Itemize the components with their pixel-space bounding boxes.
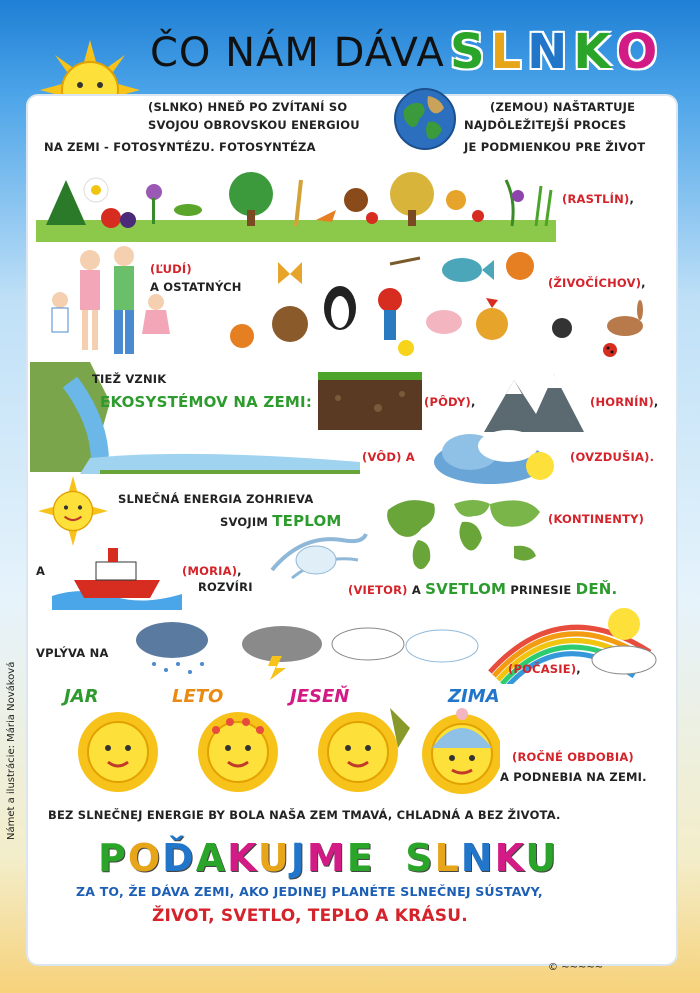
mountains-illustration — [484, 370, 584, 432]
soil-illustration — [318, 372, 422, 430]
thanks-letter: J — [290, 836, 307, 880]
thanks-letter: S — [405, 836, 435, 880]
thanks-letter: A — [195, 836, 228, 880]
thanks-letter: O — [127, 836, 163, 880]
intro-line-3a: NA ZEMI - FOTOSYNTÉZU. FOTOSYNTÉZA — [44, 140, 316, 154]
season-label-2: JESEŇ — [290, 686, 350, 707]
title-letter: K — [573, 24, 611, 80]
thanks-letter — [375, 836, 405, 880]
season-label-1: LETO — [172, 686, 224, 707]
season-suns-illustration — [70, 704, 500, 800]
label-podnebia: A PODNEBIA NA ZEMI. — [500, 770, 647, 784]
comma: , — [470, 395, 476, 409]
comma: , — [629, 192, 635, 206]
label-pocasie: (POČASIE) — [508, 662, 577, 676]
plants-illustration — [36, 170, 556, 242]
rabbit-ladybug-illustration — [540, 300, 660, 360]
thanks-letter: U — [257, 836, 291, 880]
world-map-illustration — [378, 490, 546, 580]
label-vietor: (VIETOR) — [348, 583, 408, 597]
label-a-ostatnych: A OSTATNÝCH — [150, 280, 242, 294]
intro-line-2a: SVOJOU OBROVSKOU ENERGIOU — [148, 118, 360, 132]
intro-line-1a: (SLNKO) HNEĎ PO ZVÍTANÍ SO — [148, 100, 348, 114]
animals-illustration — [230, 244, 550, 364]
label-moria: (MORIA) — [182, 564, 238, 578]
earth-globe-icon — [392, 86, 458, 152]
label-tiez-vznik: TIEŽ VZNIK — [92, 372, 167, 386]
thanks-letter: E — [346, 836, 375, 880]
page-title: ČO NÁM DÁVA — [150, 30, 445, 76]
label-rastlin: (RASTLÍN) — [562, 192, 630, 206]
title-letter: L — [490, 24, 522, 80]
thanks-letter: K — [227, 836, 258, 880]
label-ludi: (ĽUDÍ) — [150, 262, 192, 276]
wind-illustration — [262, 524, 372, 588]
intro-line-2b: NAJDÔLEŽITEJŠÍ PROCES — [464, 118, 627, 132]
thanks-letter: K — [494, 836, 526, 880]
label-kontinenty: (KONTINENTY) — [548, 512, 645, 526]
comma: , — [576, 662, 581, 676]
thanks-letter: N — [460, 836, 495, 880]
thanks-letter: M — [306, 836, 347, 880]
label-prinesie: PRINESIE — [510, 583, 572, 597]
label-rocne-obdobia: (ROČNÉ OBDOBIA) — [512, 750, 634, 764]
label-slnecna-energia: SLNEČNÁ ENERGIA ZOHRIEVA — [118, 492, 314, 506]
label-vod: (VÔD) A — [362, 450, 415, 464]
label-ekosystemov: EKOSYSTÉMOV NA ZEMI: — [100, 393, 313, 411]
intro-line-1b: (ZEMOU) NAŠTARTUJE — [490, 100, 636, 114]
title-word-slnko — [450, 24, 663, 80]
comma: , — [653, 395, 659, 409]
label-svetlom: SVETLOM — [425, 580, 507, 598]
label-den: DEŇ. — [575, 580, 618, 598]
cloud-sun-illustration — [430, 426, 562, 490]
label-vplyva: VPLÝVA NA — [36, 646, 109, 660]
label-bez-slnecnej: BEZ SLNEČNEJ ENERGIE BY BOLA NAŠA ZEM TMAVÁ, CHLADNÁ A BEZ ŽIVOTA. — [48, 808, 561, 822]
thanks-line-1: ZA TO, ŽE DÁVA ZEMI, AKO JEDINEJ PLANÉTE SLNEČNEJ SÚSTAVY, — [76, 884, 543, 899]
thanks-letter: U — [525, 836, 559, 880]
weather-illustration — [132, 616, 492, 680]
label-a-2: A — [411, 583, 421, 597]
thanks-line-2: ŽIVOT, SVETLO, TEPLO A KRÁSU. — [152, 906, 468, 926]
thanks-letter: Ď — [162, 836, 196, 880]
season-label-3: ZIMA — [448, 686, 500, 707]
ship-illustration — [52, 540, 182, 610]
credit-text: Námet a ilustrácie: Mária Nováková — [6, 661, 17, 840]
label-svojim: SVOJIM — [220, 515, 268, 529]
label-zivocichov: (ŽIVOČÍCHOV) — [548, 276, 642, 290]
thanks-heading — [98, 836, 558, 880]
title-letter: O — [616, 24, 658, 80]
title-letter: S — [450, 24, 485, 80]
thanks-letter: L — [434, 836, 461, 880]
intro-line-3b: JE PODMIENKOU PRE ŽIVOT — [464, 140, 646, 154]
label-pody: (PÔDY) — [424, 395, 471, 409]
label-a: A — [36, 564, 46, 578]
label-ovzdusia: (OVZDUŠIA). — [570, 450, 655, 464]
comma: , — [237, 564, 242, 578]
label-hornin: (HORNÍN) — [590, 395, 654, 409]
copyright: © ~~~~~ — [548, 962, 604, 973]
season-label-0: JAR — [64, 686, 99, 707]
waterfall-illustration — [30, 362, 360, 474]
label-rozviri: ROZVÍRI — [198, 580, 253, 594]
label-teplom: TEPLOM — [272, 512, 342, 530]
thanks-letter: P — [98, 836, 128, 880]
comma: , — [641, 276, 646, 290]
title-letter: N — [527, 24, 568, 80]
sun-small-illustration — [38, 476, 108, 546]
